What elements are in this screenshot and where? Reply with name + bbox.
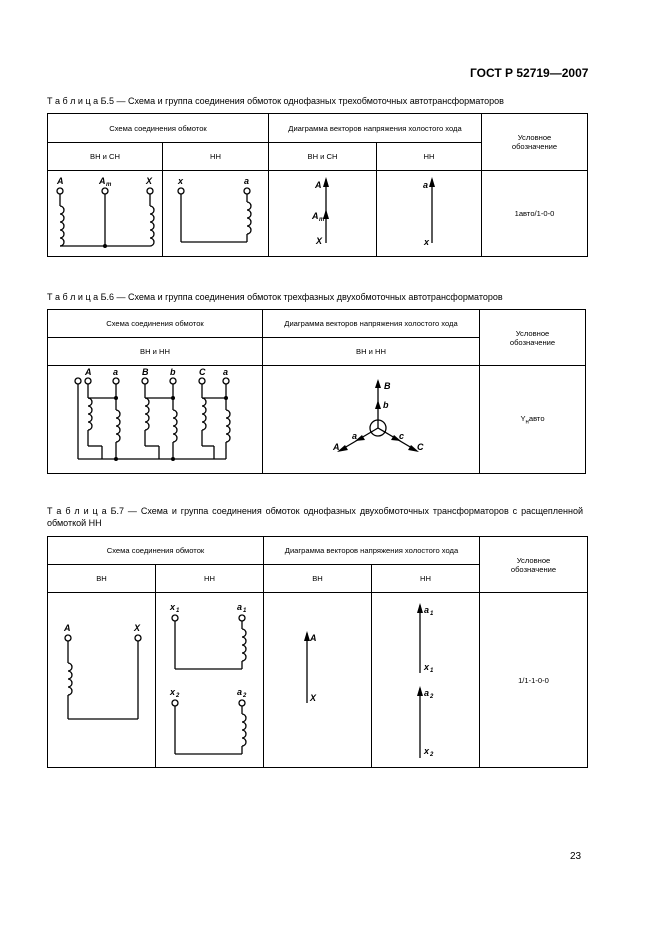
table-b7-scheme-lv bbox=[156, 593, 264, 768]
table-b7-scheme-hv bbox=[48, 593, 156, 768]
table-b7-col-hv: ВН bbox=[48, 565, 156, 593]
label-subscript-1: 1 bbox=[176, 608, 180, 614]
table-b5-scheme-hv-mv bbox=[48, 171, 163, 257]
label-x2: x bbox=[170, 687, 176, 697]
vector-diagram-lv bbox=[377, 171, 481, 256]
label-subscript-2: 2 bbox=[243, 693, 247, 699]
label-X: X bbox=[316, 236, 323, 246]
table-b6-symbol: $Y_навто$ bbox=[480, 366, 586, 474]
table-b7-header-scheme: Схема соединения обмоток bbox=[48, 537, 264, 565]
label-A: A bbox=[333, 442, 340, 452]
table-b6-header-symbol: Условное обозначение bbox=[480, 310, 586, 366]
table-b6-header-scheme: Схема соединения обмоток bbox=[48, 310, 263, 338]
label-Am: A bbox=[312, 211, 319, 221]
table-b5-header-scheme: Схема соединения обмоток bbox=[48, 114, 269, 143]
autotransformer-winding-diagram bbox=[48, 171, 162, 256]
table-b6-col-hv-lv: ВН и НН bbox=[48, 338, 263, 366]
three-phase-autotransformer-diagram bbox=[48, 366, 262, 473]
label-b: b bbox=[383, 400, 389, 410]
label-a1: a bbox=[424, 605, 430, 615]
table-b7 bbox=[47, 536, 588, 768]
table-b7-col-lv: НН bbox=[156, 565, 264, 593]
label-a: a bbox=[244, 176, 250, 186]
table-b7-header-diagram: Диаграмма векторов напряжения холостого хода bbox=[264, 537, 480, 565]
table-b5 bbox=[47, 113, 588, 257]
label-subscript-1: 1 bbox=[430, 668, 434, 674]
label-X: X bbox=[310, 693, 317, 703]
table-b5-col-hv-mv: ВН и СН bbox=[48, 143, 163, 171]
label-subscript-1: 1 bbox=[430, 611, 434, 617]
vector-diagram-split-lv bbox=[372, 593, 479, 767]
label-B: B bbox=[142, 367, 149, 377]
label-x1: x bbox=[170, 602, 176, 612]
label-subscript-2: 2 bbox=[430, 694, 434, 700]
label-a1: a bbox=[237, 602, 243, 612]
split-lv-winding-diagram bbox=[156, 593, 263, 767]
label-m-subscript: m bbox=[319, 217, 325, 223]
label-a2: a bbox=[424, 688, 430, 698]
vector-diagram-hv bbox=[264, 593, 371, 767]
table-b6 bbox=[47, 309, 586, 474]
label-A: A bbox=[85, 367, 92, 377]
label-A: A bbox=[310, 633, 317, 643]
table-b5-scheme-lv bbox=[163, 171, 269, 257]
label-A: A bbox=[64, 623, 71, 633]
table-b7-symbol: 1/1-1-0-0 bbox=[480, 593, 588, 768]
table-b5-header-diagram: Диаграмма векторов напряжения холостого хода bbox=[269, 114, 482, 143]
table-b5-col-vec-lv: НН bbox=[377, 143, 482, 171]
label-A: A bbox=[57, 176, 64, 186]
label-subscript-2: 2 bbox=[430, 752, 434, 758]
label-a2: a bbox=[237, 687, 243, 697]
table-b5-symbol: 1авто/1-0-0 bbox=[482, 171, 588, 257]
label-x2: x bbox=[424, 746, 430, 756]
label-x1: x bbox=[424, 662, 430, 672]
label-a: a bbox=[423, 180, 429, 190]
label-A: A bbox=[315, 180, 322, 190]
table-b5-col-vec-hv-mv: ВН и СН bbox=[269, 143, 377, 171]
label-subscript-1: 1 bbox=[243, 608, 247, 614]
label-a: a bbox=[352, 431, 358, 441]
vector-diagram-hv-mv bbox=[269, 171, 376, 256]
label-a: a bbox=[113, 367, 119, 377]
table-b6-header-diagram: Диаграмма векторов напряжения холостого хода bbox=[263, 310, 480, 338]
table-b5-vector-hv-mv bbox=[269, 171, 377, 257]
label-c: c bbox=[399, 431, 405, 441]
lv-winding-diagram bbox=[163, 171, 268, 256]
table-b7-vector-hv bbox=[264, 593, 372, 768]
label-X: X bbox=[146, 176, 153, 186]
label-a: a bbox=[223, 367, 229, 377]
label-x: x bbox=[178, 176, 184, 186]
label-Am: A bbox=[99, 176, 106, 186]
label-C: C bbox=[417, 442, 424, 452]
star-vector-diagram bbox=[263, 366, 479, 473]
table-b5-vector-lv bbox=[377, 171, 482, 257]
table-b5-header-symbol: Условное обозначение bbox=[482, 114, 588, 171]
table-b7-col-vec-hv: ВН bbox=[264, 565, 372, 593]
label-X: X bbox=[134, 623, 141, 633]
table-b6-col-vec-hv-lv: ВН и НН bbox=[263, 338, 480, 366]
table-b7-col-vec-lv: НН bbox=[372, 565, 480, 593]
table-b7-vector-lv bbox=[372, 593, 480, 768]
table-b5-col-lv: НН bbox=[163, 143, 269, 171]
table-b6-scheme bbox=[48, 366, 263, 474]
label-C: C bbox=[199, 367, 206, 377]
table-b6-vector bbox=[263, 366, 480, 474]
label-B: B bbox=[384, 381, 391, 391]
label-m-subscript: m bbox=[106, 182, 112, 188]
document-id: ГОСТ Р 52719—2007 bbox=[470, 66, 589, 80]
table-b6-caption: Т а б л и ц а Б.6 — Схема и группа соединения обмоток трехфазных двухобмоточных автотрансформаторов bbox=[47, 292, 503, 302]
hv-winding-diagram bbox=[48, 593, 155, 767]
label-subscript-2: 2 bbox=[176, 693, 180, 699]
table-b7-header-symbol: Условное обозначение bbox=[480, 537, 588, 593]
page-number: 23 bbox=[570, 851, 582, 862]
table-b7-caption: Т а б л и ц а Б.7 — Схема и группа соединения обмоток однофазных двухобмоточных трансформаторов с расщепленной обмоткой НН bbox=[47, 506, 583, 528]
table-b5-caption: Т а б л и ц а Б.5 — Схема и группа соединения обмоток однофазных трехобмоточных автотрансформаторов bbox=[47, 96, 504, 106]
label-x: x bbox=[424, 237, 430, 247]
label-b: b bbox=[170, 367, 176, 377]
